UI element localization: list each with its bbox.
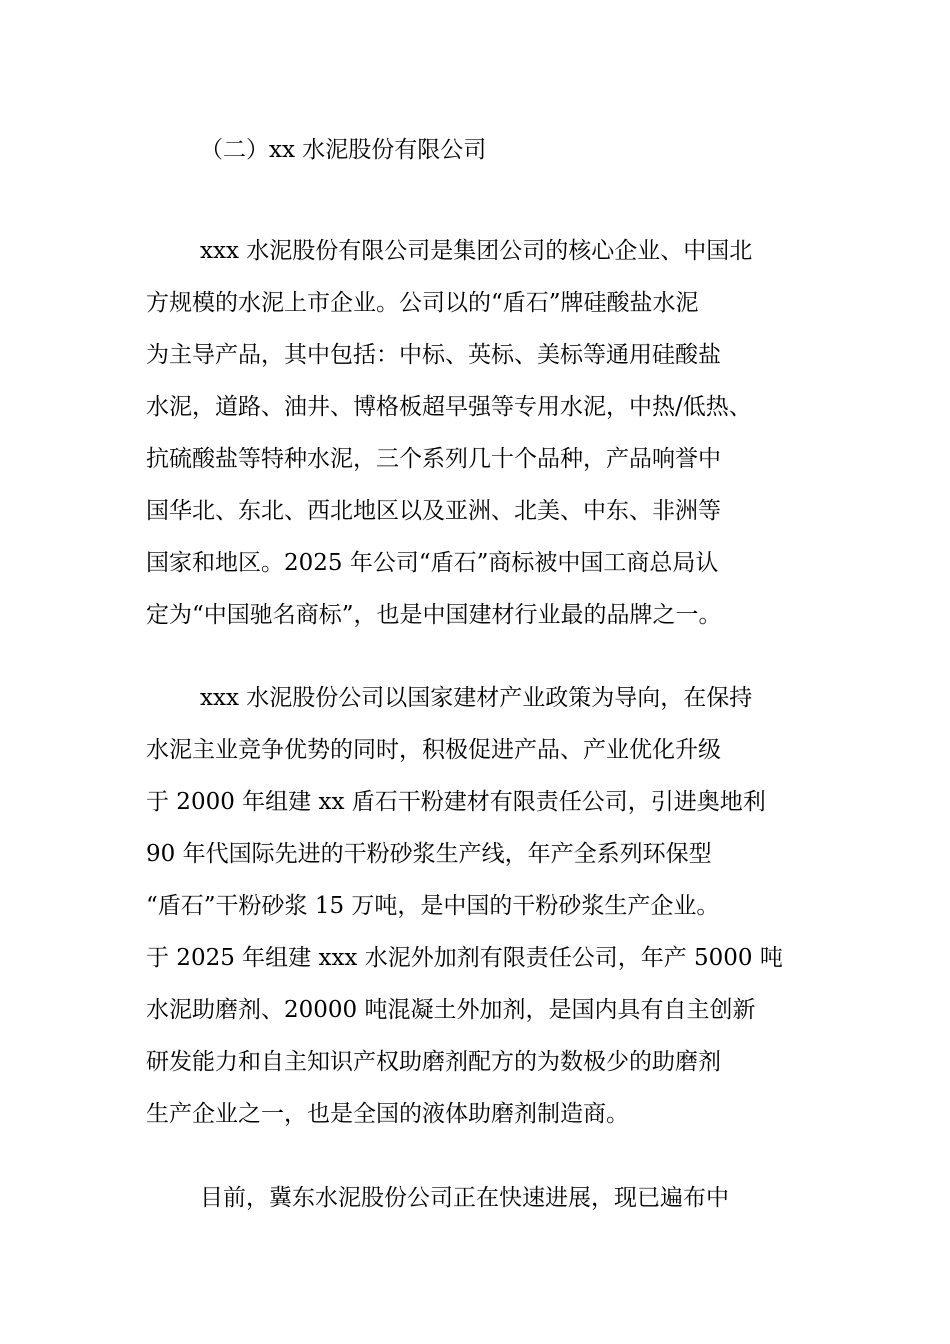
paragraph-line: 水泥助磨剂、20000 吨混凝土外加剂，是国内具有自主创新 bbox=[146, 997, 756, 1023]
paragraph-industry-strategy bbox=[0, 672, 950, 1140]
paragraph-line: 方规模的水泥上市企业。公司以的“盾石”牌硅酸盐水泥 bbox=[146, 290, 699, 316]
paragraph-line: 国华北、东北、西北地区以及亚洲、北美、中东、非洲等 bbox=[146, 498, 721, 524]
paragraph-line: 国家和地区。2025 年公司“盾石”商标被中国工商总局认 bbox=[146, 550, 719, 576]
paragraph-company-overview bbox=[0, 225, 950, 641]
section-heading: （二）xx 水泥股份有限公司 bbox=[200, 137, 487, 163]
paragraph-line: 水泥，道路、油井、博格板超早强等专用水泥，中热/低热、 bbox=[146, 394, 752, 420]
paragraph-line: 抗硫酸盐等特种水泥，三个系列几十个品种，产品响誉中 bbox=[146, 446, 721, 472]
paragraph-line: 水泥主业竞争优势的同时，积极促进产品、产业优化升级 bbox=[146, 737, 721, 763]
paragraph-current-development bbox=[0, 1172, 950, 1224]
paragraph-line: 90 年代国际先进的干粉砂浆生产线，年产全系列环保型 bbox=[146, 841, 712, 867]
paragraph-line: “盾石”干粉砂浆 15 万吨，是中国的干粉砂浆生产企业。 bbox=[146, 893, 720, 919]
paragraph-line: 生产企业之一，也是全国的液体助磨剂制造商。 bbox=[146, 1101, 629, 1127]
paragraph-line: xxx 水泥股份有限公司是集团公司的核心企业、中国北 bbox=[200, 238, 753, 264]
paragraph-line: 为主导产品，其中包括：中标、英标、美标等通用硅酸盐 bbox=[146, 342, 721, 368]
paragraph-line: 于 2000 年组建 xx 盾石干粉建材有限责任公司，引进奥地利 bbox=[146, 789, 766, 815]
paragraph-line: 定为“中国驰名商标”，也是中国建材行业最的品牌之一。 bbox=[146, 602, 722, 628]
paragraph-line: xxx 水泥股份公司以国家建材产业政策为导向，在保持 bbox=[200, 685, 753, 711]
paragraph-line: 于 2025 年组建 xxx 水泥外加剂有限责任公司，年产 5000 吨 bbox=[146, 945, 783, 971]
paragraph-line: 研发能力和自主知识产权助磨剂配方的为数极少的助磨剂 bbox=[146, 1049, 721, 1075]
paragraph-line: 目前，冀东水泥股份公司正在快速进展，现已遍布中 bbox=[200, 1185, 729, 1211]
